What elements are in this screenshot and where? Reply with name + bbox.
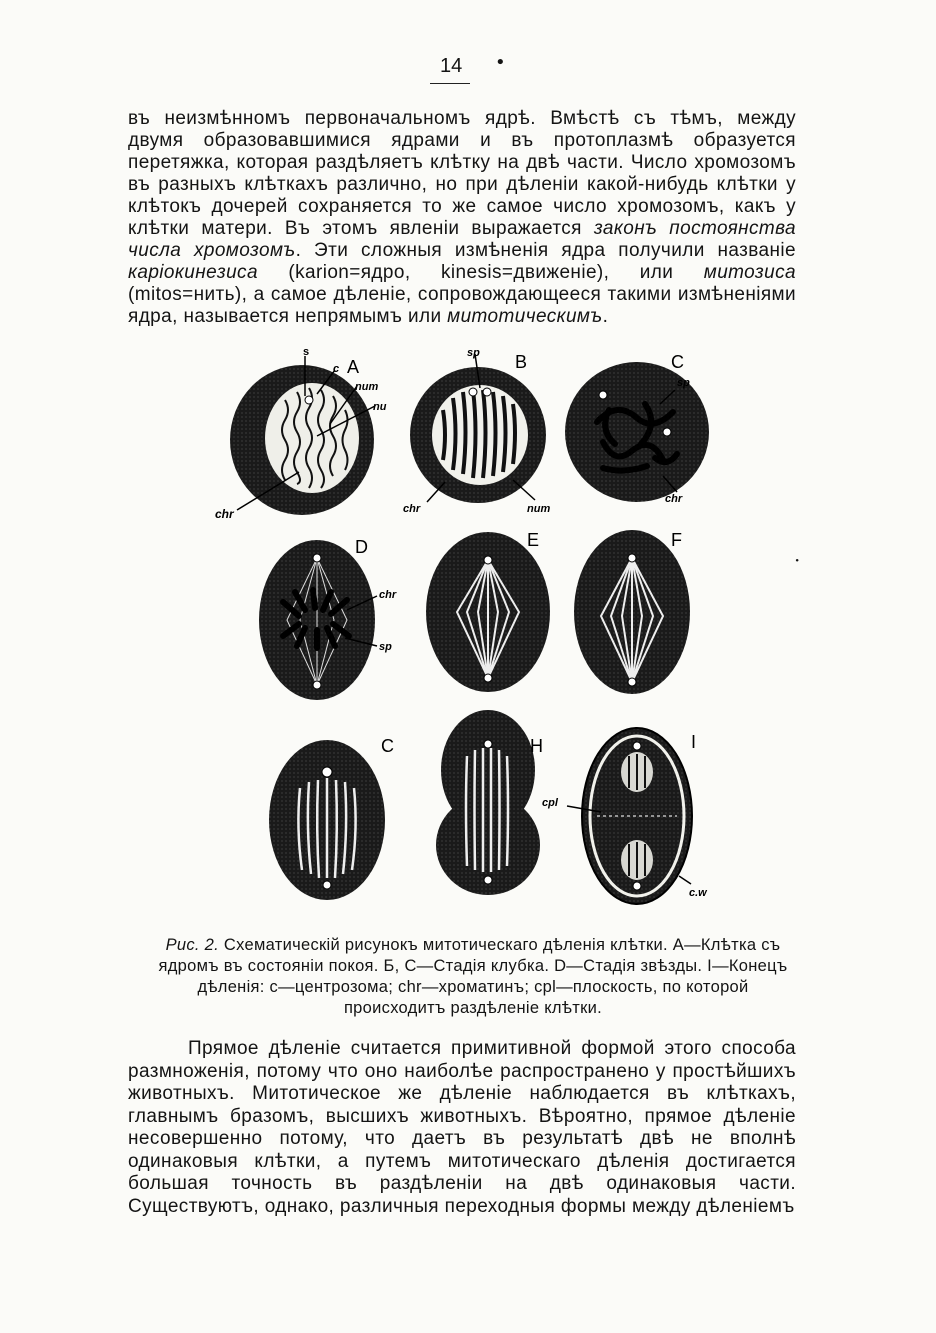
figure-caption bbox=[155, 935, 791, 1019]
mitosis-illustration bbox=[205, 340, 765, 925]
label-chr-d: chr bbox=[379, 589, 397, 601]
label-num-b: num bbox=[527, 503, 551, 515]
emphasis-law: законъ постоянства числа хромозомъ bbox=[128, 218, 796, 261]
cell-g bbox=[269, 736, 394, 900]
text-run: (mitos=нить), а самое дѣленіе, сопровождающееся такими измѣненіями ядра, называется непрямымъ или bbox=[128, 284, 796, 327]
label-cw: c.w bbox=[689, 887, 707, 899]
cell-i bbox=[542, 728, 708, 904]
label-sp-d: sp bbox=[379, 641, 392, 653]
caption-text: Схематическій рисунокъ митотическаго дѣленія клѣтки. А—Клѣтка съ ядромъ въ состояніи покоя. Б, С—Стадія клубка. D—Стадія звѣзды. I—Конецъ дѣленія: с—центрозома; chr—хроматинъ; cpl—плоскость, по которой происходитъ раздѣленіе клѣтки. bbox=[158, 936, 788, 1017]
emphasis-mitotic: митотическимъ bbox=[447, 306, 603, 327]
cell-b bbox=[403, 347, 550, 515]
panel-label-e: E bbox=[527, 530, 540, 550]
text-run: въ неизмѣнномъ первоначальномъ ядрѣ. Вмѣстѣ съ тѣмъ, между двумя образовавшимися ядрами и въ протоплазмѣ образуется перетяжка, которая раздѣляетъ клѣтку на двѣ части. Число хромозомъ въ разныхъ клѣткахъ различно, но при дѣленіи какой-нибудь клѣтки у клѣтокъ дочерей сохраняется то же самое число хромозомъ, какъ у клѣтки матери. Въ этомъ явленіи выражается bbox=[128, 108, 796, 239]
cell-f bbox=[574, 530, 690, 694]
panel-label-f: F bbox=[671, 530, 682, 550]
label-chr-a: chr bbox=[215, 507, 234, 521]
label-nu: nu bbox=[373, 401, 387, 413]
text-run: . Эти сложныя измѣненія ядра получили названіе bbox=[295, 240, 796, 261]
cell-e bbox=[426, 530, 550, 692]
cell-a bbox=[215, 346, 387, 521]
panel-label-b: B bbox=[515, 352, 528, 372]
mitosis-figure bbox=[205, 340, 765, 925]
stray-dot: · bbox=[794, 548, 801, 572]
label-sp-b: sp bbox=[467, 347, 480, 359]
panel-label-h: H bbox=[530, 736, 543, 756]
paragraph-top bbox=[128, 108, 796, 328]
emphasis-mitosis: митозиса bbox=[703, 262, 796, 283]
cell-d bbox=[259, 537, 397, 700]
text-run: . bbox=[602, 306, 609, 327]
panel-label-g: C bbox=[381, 736, 394, 756]
page-mark: • bbox=[495, 52, 506, 73]
page-number: 14 bbox=[440, 55, 463, 77]
label-c: c bbox=[333, 363, 340, 375]
panel-label-d: D bbox=[355, 537, 368, 557]
cell-c bbox=[565, 352, 709, 505]
emphasis-karyokinesis: каріокинезиса bbox=[128, 262, 258, 283]
cell-h bbox=[436, 710, 543, 895]
panel-label-i: I bbox=[691, 732, 697, 752]
label-chr-c: chr bbox=[665, 493, 683, 505]
label-s: s bbox=[303, 346, 310, 358]
paragraph-bottom-text: Прямое дѣленіе считается примитивной формой этого способа размноженія, потому что оно наиболѣе распространено у простѣйшихъ животныхъ. Митотическое же дѣленіе наблюдается въ клѣткахъ, главнымъ бразомъ, высшихъ животныхъ. Вѣроятно, прямое дѣленіе несовершенно потому, что даетъ въ результатѣ двѣ не вполнѣ одинаковыя клѣтки, а путемъ митотическаго дѣленія достигается большая точность въ раздѣленіи на двѣ одинаковыя части. Существуютъ, однако, различныя переходныя формы между дѣленіемъ bbox=[128, 1038, 796, 1217]
label-num-a: num bbox=[355, 381, 379, 393]
label-cpl: cpl bbox=[542, 797, 558, 809]
text-run: (karion=ядро, kinesis=движеніе), или bbox=[257, 262, 704, 283]
label-sp-c: sp bbox=[677, 377, 690, 389]
panel-label-c: C bbox=[671, 352, 684, 372]
caption-prefix: Рис. 2. bbox=[165, 936, 220, 954]
label-chr-b: chr bbox=[403, 503, 421, 515]
panel-label-a: A bbox=[347, 357, 360, 377]
paragraph-bottom bbox=[128, 1038, 796, 1218]
